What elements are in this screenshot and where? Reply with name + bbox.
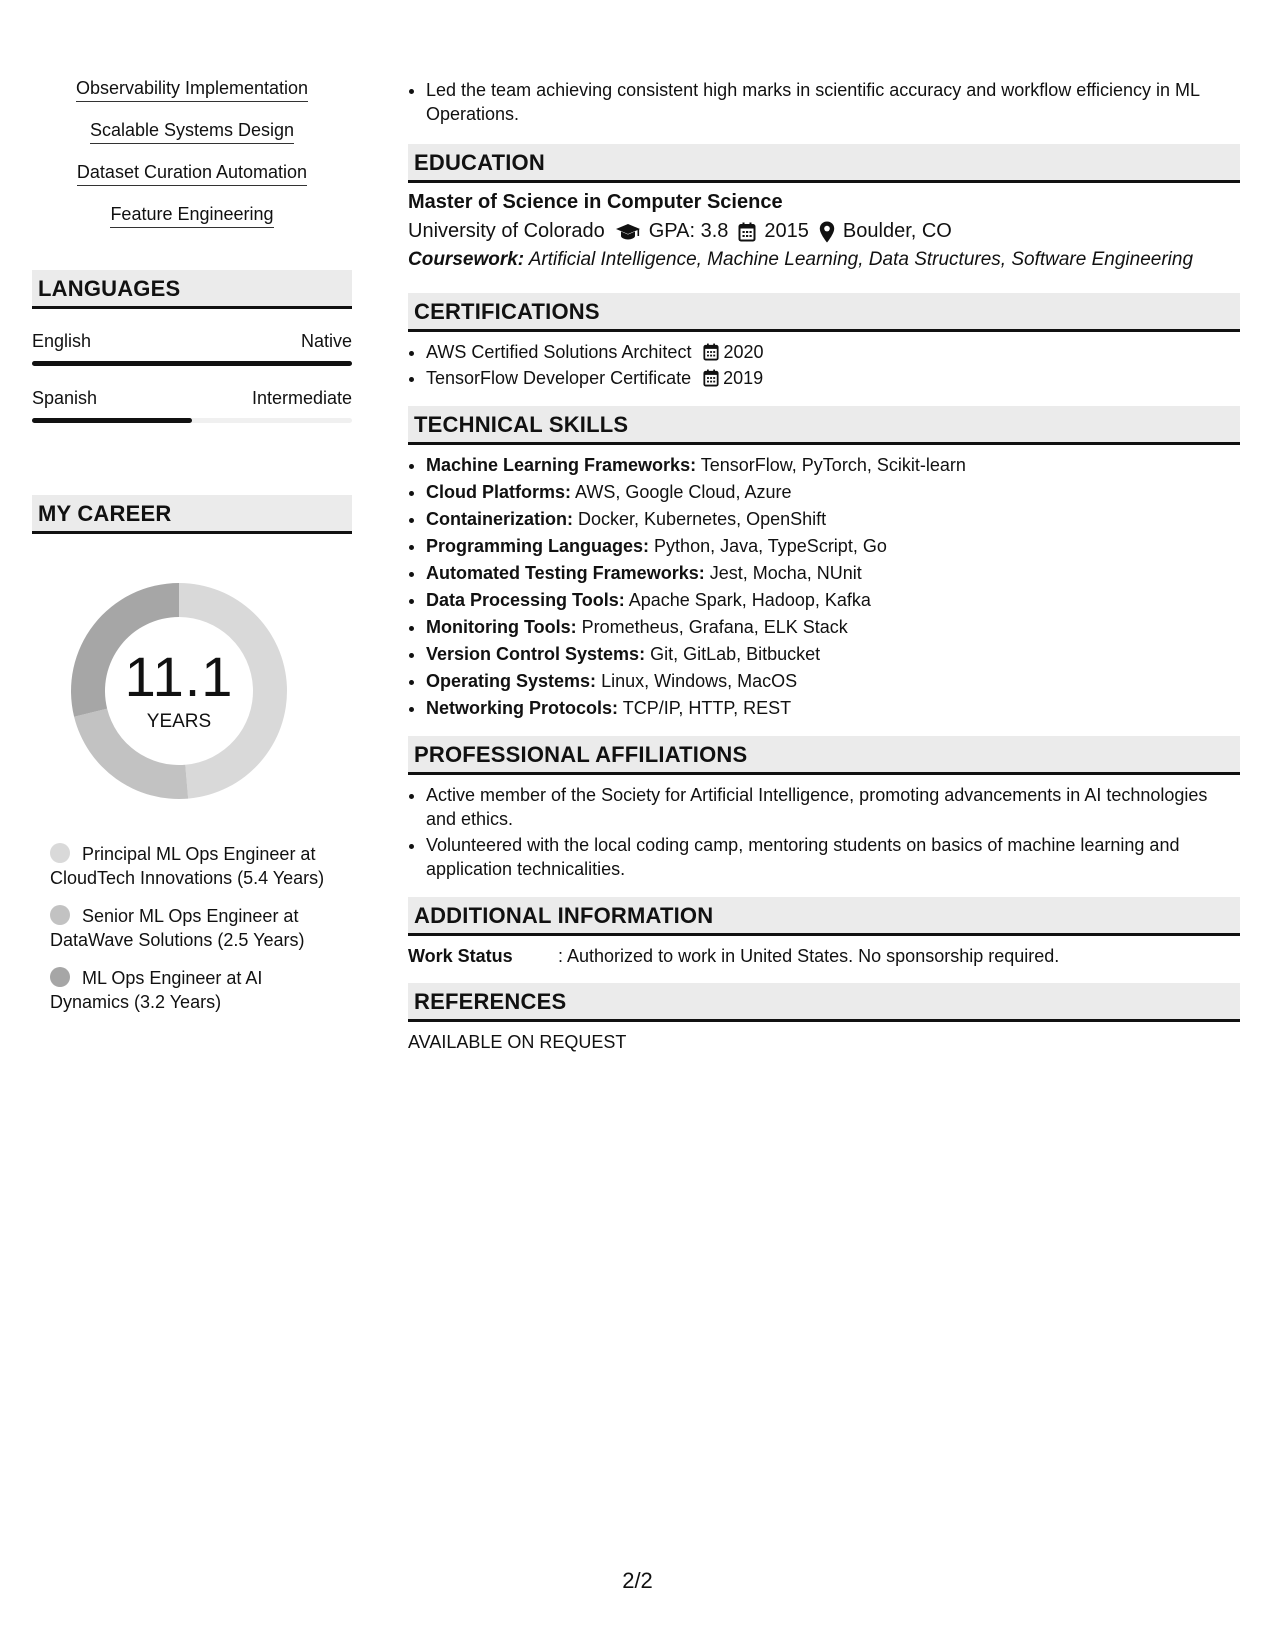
skill-item [426, 507, 1240, 531]
career-unit: YEARS [146, 711, 212, 732]
career-item [50, 904, 340, 952]
left-column [32, 78, 352, 1028]
graduation-year: 2015 [764, 220, 809, 242]
skill-item [426, 534, 1240, 558]
education-heading: EDUCATION [408, 144, 1240, 183]
language-level: Intermediate [251, 388, 352, 408]
career-item [50, 966, 340, 1014]
skill-value: Linux, Windows, MacOS [601, 671, 798, 691]
language-name: Spanish [32, 388, 98, 408]
experience-bullets [408, 78, 1240, 126]
certification-year: 2020 [723, 342, 764, 362]
affiliation-item: • Volunteered with the local coding camp, mentoring students on basics of machine learning and application technicalities. [426, 833, 1240, 881]
skill-label: Containerization: [426, 509, 573, 529]
affiliations-heading: PROFESSIONAL AFFILIATIONS [408, 736, 1240, 775]
references-text: AVAILABLE ON REQUEST [408, 1032, 627, 1052]
skill-item [426, 588, 1240, 612]
language-proficiency-fill [32, 418, 192, 423]
certification-name: • TensorFlow Developer Certificate [426, 368, 692, 388]
career-item-text: ML Ops Engineer at AI Dynamics (3.2 Years) [50, 968, 263, 1012]
work-status-value: : Authorized to work in United States. No sponsorship required. [558, 946, 1060, 966]
map-pin-icon [819, 221, 835, 243]
skill-value: Docker, Kubernetes, OpenShift [578, 509, 827, 529]
certifications-list [408, 340, 1240, 390]
skill-tag: Scalable Systems Design [90, 120, 294, 144]
career-dot [50, 843, 70, 863]
technical-skills-heading: TECHNICAL SKILLS [408, 406, 1240, 445]
work-status-label: Work Status [408, 946, 513, 966]
technical-skills-list [408, 453, 1240, 720]
language-english [32, 331, 352, 366]
career-dot [50, 905, 70, 925]
skill-label: Monitoring Tools: [426, 617, 577, 637]
skill-value: Git, GitLab, Bitbucket [650, 644, 821, 664]
skill-label: Version Control Systems: [426, 644, 646, 664]
education-details [408, 220, 1240, 243]
skill-item [426, 696, 1240, 720]
languages-heading: LANGUAGES [32, 270, 352, 309]
page-number: 2/2 [622, 1568, 653, 1593]
skill-label: Data Processing Tools: [426, 590, 625, 610]
skill-item [426, 561, 1240, 585]
work-status [408, 946, 1240, 967]
skill-tag: Dataset Curation Automation [77, 162, 307, 186]
skill-item [426, 669, 1240, 693]
certification-item [426, 366, 1240, 390]
affiliations-list [408, 783, 1240, 881]
career-heading: MY CAREER [32, 495, 352, 534]
skill-item [426, 615, 1240, 639]
additional-info-heading: ADDITIONAL INFORMATION [408, 897, 1240, 936]
experience-bullet: • Led the team achieving consistent high marks in scientific accuracy and workflow efficiency in ML Operations. [426, 78, 1240, 126]
skill-label: Networking Protocols: [426, 698, 619, 718]
skill-tag: Observability Implementation [76, 78, 308, 102]
language-spanish [32, 388, 352, 423]
coursework [408, 249, 1240, 271]
university-name: University of Colorado [408, 220, 605, 242]
career-item [50, 842, 340, 890]
calendar-icon [703, 369, 719, 387]
education-location: Boulder, CO [842, 220, 952, 242]
gpa: GPA: 3.8 [648, 220, 729, 242]
affiliation-item: • Active member of the Society for Artificial Intelligence, promoting advancements in AI technologies and ethics. [426, 783, 1240, 831]
skill-item [426, 453, 1240, 477]
calendar-icon [738, 222, 756, 242]
career-total: 11.1 [124, 645, 234, 708]
certifications-heading: CERTIFICATIONS [408, 293, 1240, 332]
skill-item [426, 480, 1240, 504]
coursework-list: Artificial Intelligence, Machine Learning, Data Structures, Software Engineering [528, 249, 1194, 270]
skill-value: Prometheus, Grafana, ELK Stack [581, 617, 848, 637]
language-proficiency-bar [32, 418, 352, 423]
certification-name: • AWS Certified Solutions Architect [426, 342, 692, 362]
career-legend [50, 842, 340, 1014]
calendar-icon [703, 343, 719, 361]
career-item-text: Principal ML Ops Engineer at CloudTech Innovations (5.4 Years) [50, 844, 325, 888]
skill-item [426, 642, 1240, 666]
references-heading: REFERENCES [408, 983, 1240, 1022]
skill-value: AWS, Google Cloud, Azure [575, 482, 792, 502]
skill-label: Machine Learning Frameworks: [426, 455, 697, 475]
degree-title: Master of Science in Computer Science [408, 191, 783, 213]
skill-value: Python, Java, TypeScript, Go [654, 536, 887, 556]
skill-value: TCP/IP, HTTP, REST [622, 698, 792, 718]
graduation-cap-icon [615, 223, 641, 241]
certification-year: 2019 [723, 368, 764, 388]
skill-label: Cloud Platforms: [426, 482, 572, 502]
right-column [408, 78, 1240, 1053]
coursework-label: Coursework: [408, 249, 525, 270]
skill-label: Operating Systems: [426, 671, 597, 691]
skill-value: Jest, Mocha, NUnit [709, 563, 862, 583]
skill-label: Automated Testing Frameworks: [426, 563, 705, 583]
language-name: English [32, 331, 92, 351]
language-proficiency-bar [32, 361, 352, 366]
skill-tag: Feature Engineering [110, 204, 273, 228]
skill-value: Apache Spark, Hadoop, Kafka [628, 590, 871, 610]
career-dot [50, 967, 70, 987]
language-proficiency-fill [32, 361, 352, 366]
certification-item [426, 340, 1240, 364]
career-donut [64, 576, 294, 806]
skill-label: Programming Languages: [426, 536, 650, 556]
skill-tags [32, 78, 352, 228]
skill-value: TensorFlow, PyTorch, Scikit-learn [700, 455, 966, 475]
language-level: Native [300, 331, 352, 351]
career-item-text: Senior ML Ops Engineer at DataWave Solutions (2.5 Years) [50, 906, 305, 950]
